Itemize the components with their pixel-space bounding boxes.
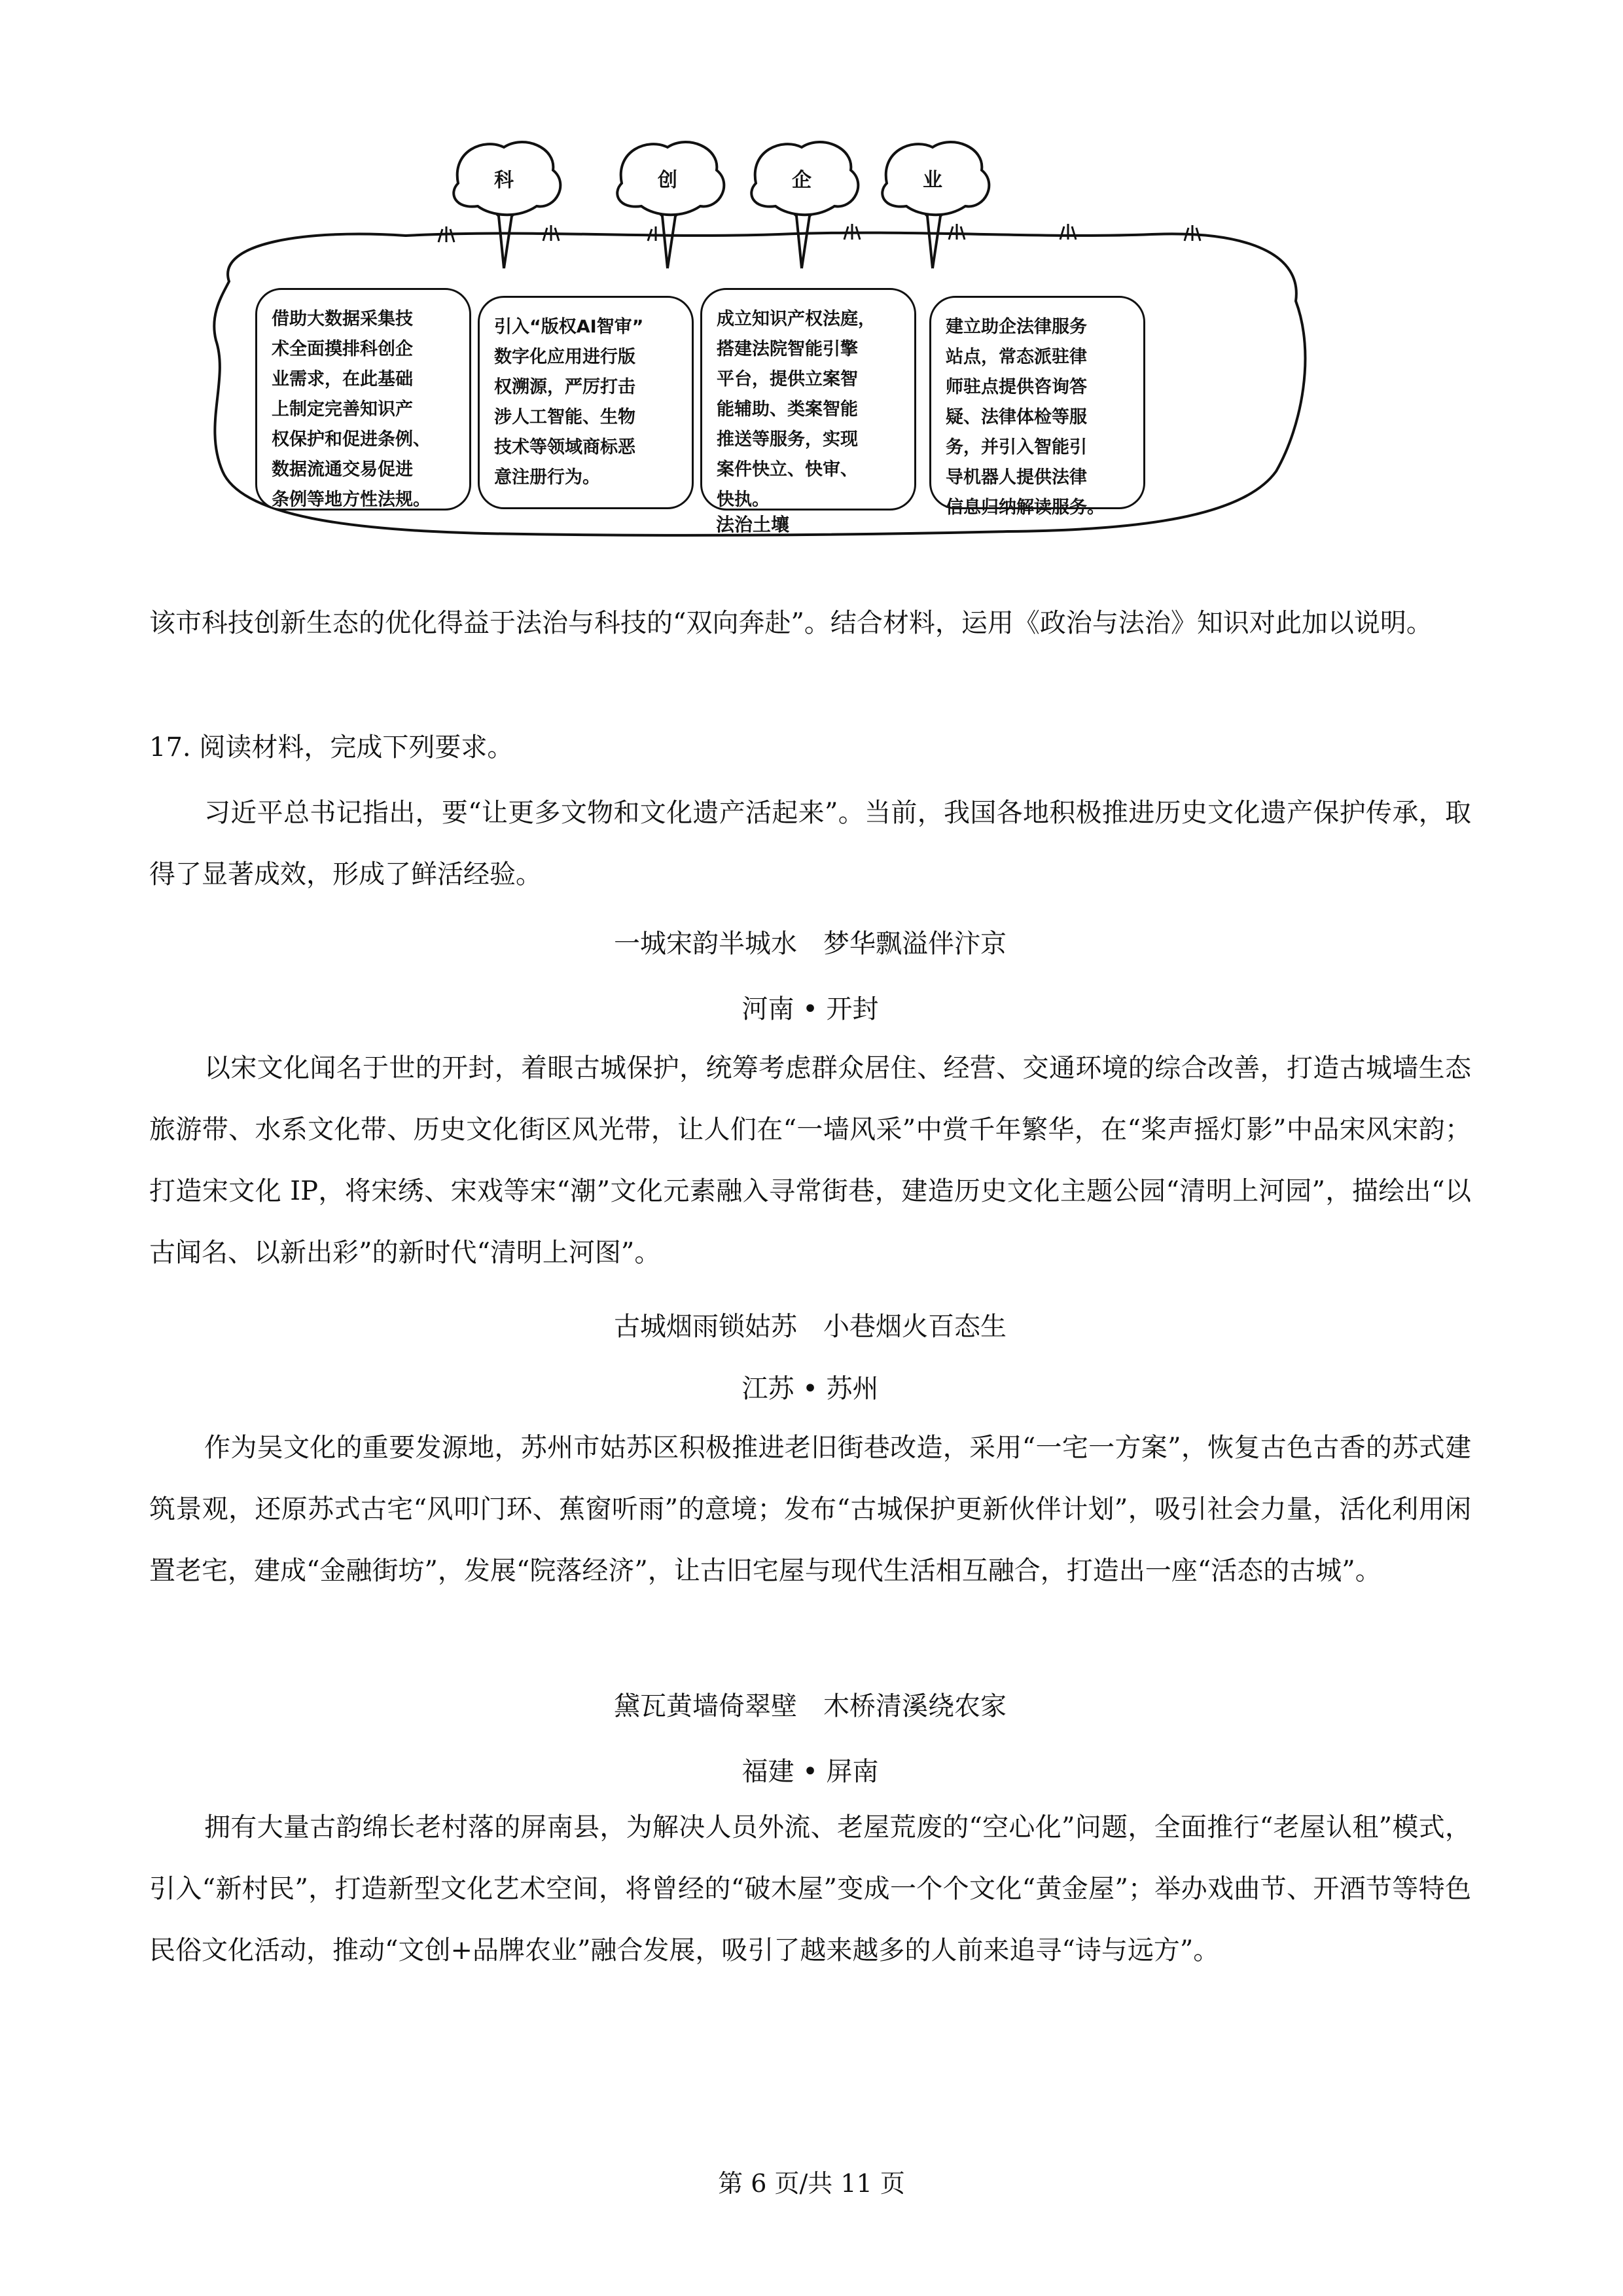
tree-label-3: 企 xyxy=(792,169,812,192)
tree-label-2: 创 xyxy=(658,169,677,192)
tree-label-1: 科 xyxy=(494,169,514,192)
measure-card-text: 成立知识产权法庭， 搭建法院智能引擎 平台，提供立案智 能辅助、类案智能 推送等服务，实现 案件快立、快审、 快执。 xyxy=(717,309,876,510)
section-place-pingnan: 福建 • 屏南 xyxy=(741,1757,879,1787)
section-place-suzhou: 江苏 • 苏州 xyxy=(741,1374,879,1404)
measure-card-1 xyxy=(255,288,471,511)
measure-card-text: 借助大数据采集技 术全面摸排科创企 业需求，在此基础 上制定完善知识产 权保护和促进条例、 数据流通交易促进 条例等地方性法规。 xyxy=(272,309,431,510)
section-body-suzhou: 作为吴文化的重要发源地，苏州市姑苏区积极推进老旧街巷改造，采用“一宅一方案”，恢复古色古香的苏式建筑景观，还原苏式古宅“风叩门环、蕉窗听雨”的意境；发布“古城保护更新伙伴计划”，吸引社会力量，活化利用闲置老宅，建成“金融街坊”，发展“院落经济”，让古旧宅屋与现代生活相互融合，打造出一座“活态的古城”。 xyxy=(149,1433,1471,1586)
rule-of-law-diagram xyxy=(190,131,1315,583)
q17-title: 17. 阅读材料，完成下列要求。 xyxy=(149,732,514,762)
section-heading-pingnan: 黛瓦黄墙倚翠壁 木桥清溪绕农家 xyxy=(614,1691,1007,1721)
section-heading-suzhou: 古城烟雨锁姑苏 小巷烟火百态生 xyxy=(614,1312,1007,1342)
measure-card-2 xyxy=(478,296,694,509)
page-number-footer: 第 6 页/共 11 页 xyxy=(718,2169,905,2198)
tree-label-4: 业 xyxy=(923,169,942,192)
q16-prompt: 该市科技创新生态的优化得益于法治与科技的“双向奔赴”。结合材料，运用《政治与法治》知识对此加以说明。 xyxy=(149,608,1433,638)
section-body-pingnan: 拥有大量古韵绵长老村落的屏南县，为解决人员外流、老屋荒废的“空心化”问题，全面推行“老屋认租”模式，引入“新村民”，打造新型文化艺术空间，将曾经的“破木屋”变成一个个文化“黄金屋”；举办戏曲节、开酒节等特色民俗文化活动，推动“文创+品牌农业”融合发展，吸引了越来越多的人前来追寻“诗与远方”。 xyxy=(149,1812,1471,1965)
section-body-kaifeng: 以宋文化闻名于世的开封，着眼古城保护，统筹考虑群众居住、经营、交通环境的综合改善，打造古城墙生态旅游带、水系文化带、历史文化街区风光带，让人们在“一墙风采”中赏千年繁华，在“桨声摇灯影”中品宋风宋韵；打造宋文化 IP，将宋绣、宋戏等宋“潮”文化元素融入寻常街巷，建造历史文化主题公园“清明上河园”，描绘出“以古闻名、以新出彩”的新时代“清明上河图”。 xyxy=(149,1053,1471,1268)
soil-label: 法治土壤 xyxy=(715,514,789,535)
measure-card-3 xyxy=(700,288,916,511)
measure-card-text: 引入“版权AI智审” 数字化应用进行版 权溯源，严厉打击 涉人工智能、生物 技术等领域商标恶 意注册行为。 xyxy=(494,317,644,488)
section-place-kaifeng: 河南 • 开封 xyxy=(741,994,879,1024)
q17-intro: 习近平总书记指出，要“让更多文物和文化遗产活起来”。当前，我国各地积极推进历史文化遗产保护传承，取得了显著成效，形成了鲜活经验。 xyxy=(149,798,1471,889)
section-heading-kaifeng: 一城宋韵半城水 梦华飘溢伴汴京 xyxy=(614,929,1007,959)
measure-card-4 xyxy=(929,296,1145,518)
measure-card-text: 建立助企法律服务 站点，常态派驻律 师驻点提供咨询答 疑、法律体检等服 务，并引入智能引 导机器人提供法律 信息归纳解读服务。 xyxy=(946,317,1105,518)
